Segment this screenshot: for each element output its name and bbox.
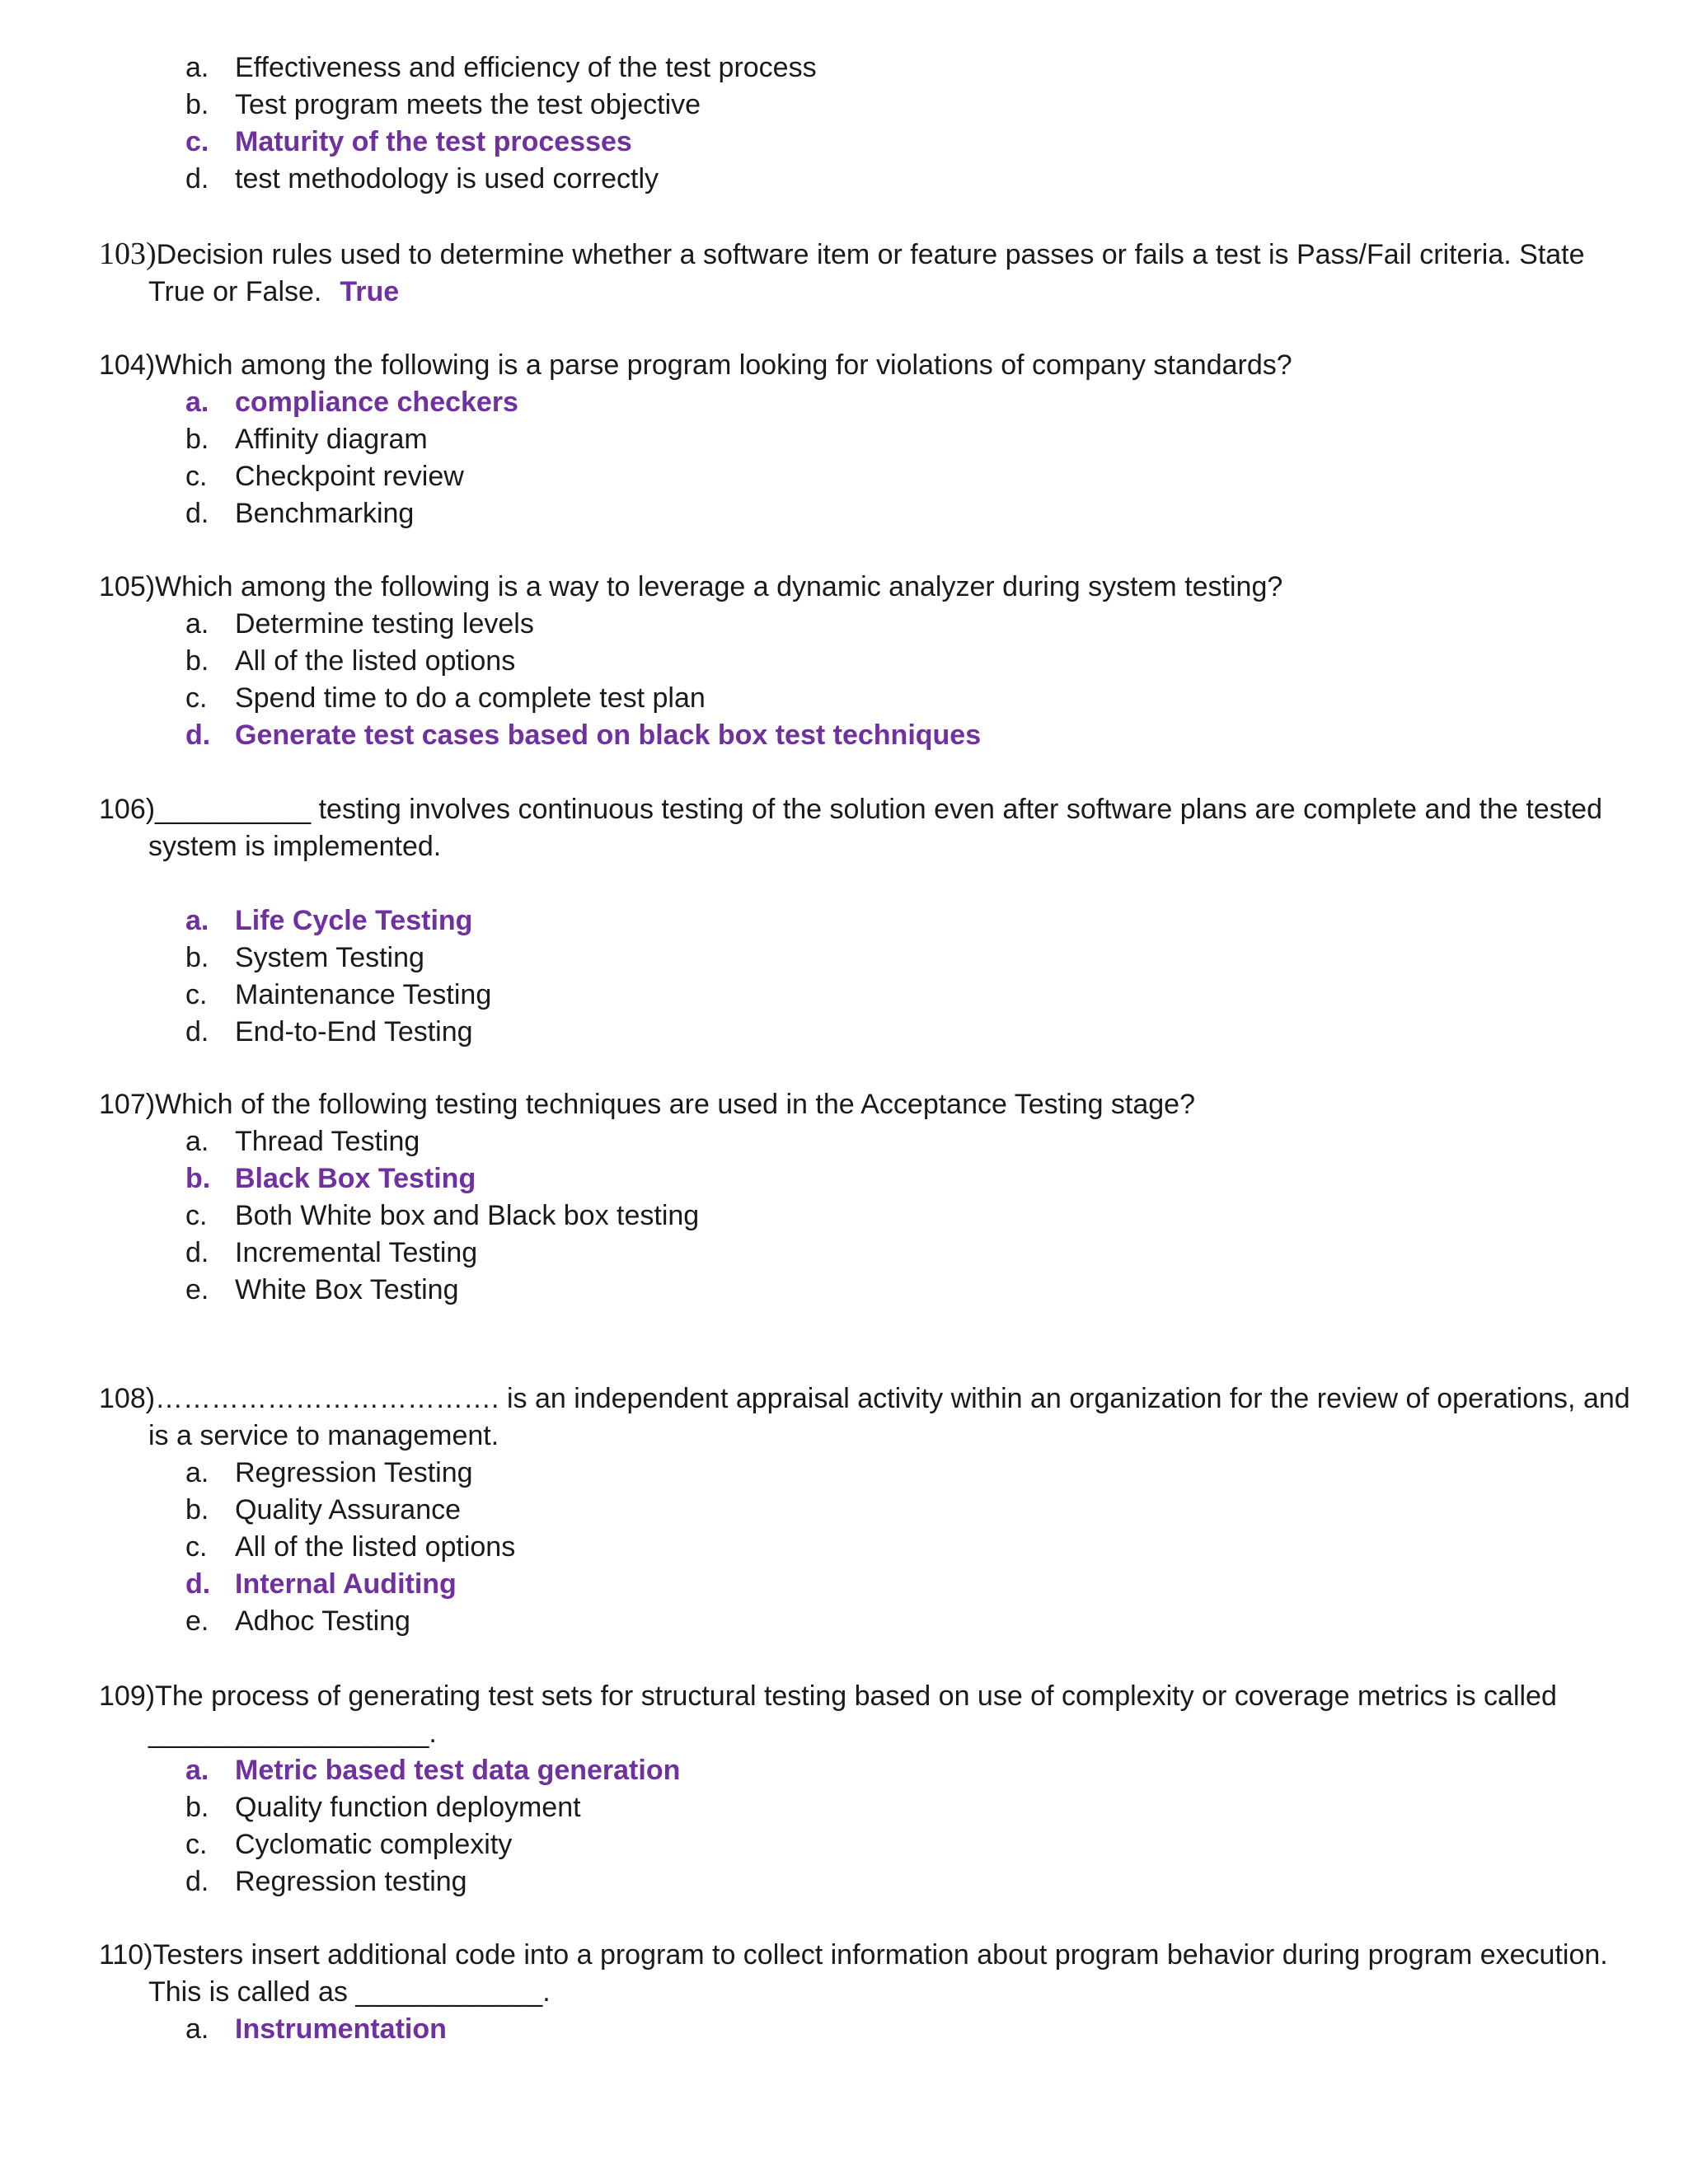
option-item-correct <box>99 717 1632 754</box>
option-letter: d. <box>185 1237 209 1268</box>
option-item <box>99 161 1632 198</box>
option-text: Regression Testing <box>235 1457 473 1488</box>
question-103 <box>99 236 1632 311</box>
option-text: Life Cycle Testing <box>235 905 473 936</box>
option-letter: a. <box>185 1755 209 1786</box>
option-letter: a. <box>185 608 209 640</box>
question-number: 103) <box>99 237 157 271</box>
option-item <box>99 680 1632 717</box>
option-item <box>99 458 1632 495</box>
option-letter: c. <box>185 1200 208 1231</box>
option-item <box>99 1272 1632 1309</box>
question-108 <box>99 1380 1632 1640</box>
option-letter: d. <box>185 1866 209 1897</box>
option-letter: b. <box>185 1163 211 1194</box>
option-letter: b. <box>185 1792 209 1823</box>
options-list <box>99 902 1632 1051</box>
question-text: 104)Which among the following is a parse program looking for violations of company standards? <box>99 349 1292 381</box>
option-letter: b. <box>185 942 209 973</box>
option-letter: c. <box>185 1531 208 1563</box>
option-item <box>99 1235 1632 1272</box>
option-text: All of the listed options <box>235 1531 516 1563</box>
option-item <box>99 1197 1632 1235</box>
option-text: Cyclomatic complexity <box>235 1829 513 1860</box>
option-letter: a. <box>185 52 209 83</box>
option-item-correct <box>99 2011 1632 2048</box>
option-text: Spend time to do a complete test plan <box>235 682 706 714</box>
option-letter: b. <box>185 645 209 677</box>
question-104 <box>99 347 1632 532</box>
options-list <box>99 1455 1632 1640</box>
option-item <box>99 1123 1632 1160</box>
option-letter: a. <box>185 1126 209 1157</box>
option-text: Instrumentation <box>235 2013 447 2045</box>
question-text: 107)Which of the following testing techniques are used in the Acceptance Testing stage? <box>99 1089 1196 1120</box>
option-text: Regression testing <box>235 1866 467 1897</box>
question-body: Decision rules used to determine whether a software item or feature passes or fails a test is Pass/Fail criteria. State True or False. <box>148 239 1585 307</box>
option-letter: e. <box>185 1605 209 1637</box>
question-106 <box>99 791 1632 1051</box>
question-107 <box>99 1086 1632 1309</box>
option-text: Determine testing levels <box>235 608 534 640</box>
option-item <box>99 606 1632 643</box>
option-text: Effectiveness and efficiency of the test process <box>235 52 817 83</box>
options-list <box>99 1752 1632 1900</box>
option-item-correct <box>99 902 1632 940</box>
options-list <box>99 384 1632 532</box>
question-text <box>99 236 1632 311</box>
option-item <box>99 1789 1632 1826</box>
option-text: Internal Auditing <box>235 1568 457 1600</box>
option-letter: d. <box>185 1016 209 1047</box>
answer-text: True <box>340 276 400 307</box>
question-102-options <box>99 49 1632 198</box>
option-item <box>99 1603 1632 1640</box>
question-text: 105)Which among the following is a way to leverage a dynamic analyzer during system testing? <box>99 571 1283 602</box>
option-item-correct <box>99 1160 1632 1197</box>
option-text: Maturity of the test processes <box>235 126 632 157</box>
options-list <box>99 606 1632 754</box>
option-text: Both White box and Black box testing <box>235 1200 700 1231</box>
option-text: Adhoc Testing <box>235 1605 410 1637</box>
option-letter: a. <box>185 1457 209 1488</box>
option-text: Quality Assurance <box>235 1494 462 1526</box>
option-item <box>99 87 1632 124</box>
option-letter: c. <box>185 126 209 157</box>
option-item <box>99 1863 1632 1900</box>
option-text: test methodology is used correctly <box>235 163 659 194</box>
option-letter: d. <box>185 163 209 194</box>
option-item <box>99 1826 1632 1863</box>
option-text: Quality function deployment <box>235 1792 581 1823</box>
option-item <box>99 1455 1632 1492</box>
option-item-correct <box>99 384 1632 421</box>
options-list <box>99 2011 1632 2048</box>
option-text: Checkpoint review <box>235 461 464 492</box>
option-letter: e. <box>185 1274 209 1305</box>
option-item <box>99 940 1632 977</box>
question-110 <box>99 1937 1632 2048</box>
option-item-correct <box>99 1566 1632 1603</box>
option-letter: a. <box>185 2013 209 2045</box>
option-text: Test program meets the test objective <box>235 89 701 120</box>
option-text: Benchmarking <box>235 498 415 529</box>
option-text: Metric based test data generation <box>235 1755 681 1786</box>
question-text: 110)Testers insert additional code into a program to collect information about program behavior during program execution. This is called as ____________. <box>99 1939 1608 2008</box>
option-item <box>99 1529 1632 1566</box>
option-letter: d. <box>185 719 211 751</box>
option-text: Maintenance Testing <box>235 979 492 1010</box>
option-letter: a. <box>185 387 209 418</box>
option-letter: d. <box>185 498 209 529</box>
option-item <box>99 49 1632 87</box>
option-item-correct <box>99 124 1632 161</box>
option-letter: c. <box>185 1829 208 1860</box>
option-letter: c. <box>185 461 208 492</box>
option-item-correct <box>99 1752 1632 1789</box>
question-text: 108)………………………………. is an independent appraisal activity within an organization for the review of operations, and is a service to management. <box>99 1383 1630 1451</box>
option-text: Generate test cases based on black box test techniques <box>235 719 982 751</box>
option-letter: d. <box>185 1568 211 1600</box>
option-letter: a. <box>185 905 209 936</box>
question-105 <box>99 569 1632 754</box>
option-letter: b. <box>185 1494 209 1526</box>
option-letter: c. <box>185 682 208 714</box>
option-item <box>99 977 1632 1014</box>
option-text: White Box Testing <box>235 1274 459 1305</box>
option-text: End-to-End Testing <box>235 1016 473 1047</box>
option-item <box>99 643 1632 680</box>
question-text: 106)__________ testing involves continuous testing of the solution even after software plans are complete and the tested system is implemented. <box>99 794 1602 862</box>
option-text: Thread Testing <box>235 1126 420 1157</box>
option-letter: b. <box>185 424 209 455</box>
option-letter: b. <box>185 89 209 120</box>
option-text: Incremental Testing <box>235 1237 478 1268</box>
option-text: compliance checkers <box>235 387 518 418</box>
option-letter: c. <box>185 979 208 1010</box>
option-text: System Testing <box>235 942 424 973</box>
option-item <box>99 421 1632 458</box>
options-list <box>99 49 1632 198</box>
question-109 <box>99 1678 1632 1900</box>
option-text: All of the listed options <box>235 645 516 677</box>
question-text: 109)The process of generating test sets for structural testing based on use of complexity or coverage metrics is called __________________. <box>99 1680 1557 1749</box>
option-text: Black Box Testing <box>235 1163 476 1194</box>
option-item <box>99 495 1632 532</box>
options-list <box>99 1123 1632 1309</box>
option-item <box>99 1492 1632 1529</box>
option-item <box>99 1014 1632 1051</box>
option-text: Affinity diagram <box>235 424 428 455</box>
